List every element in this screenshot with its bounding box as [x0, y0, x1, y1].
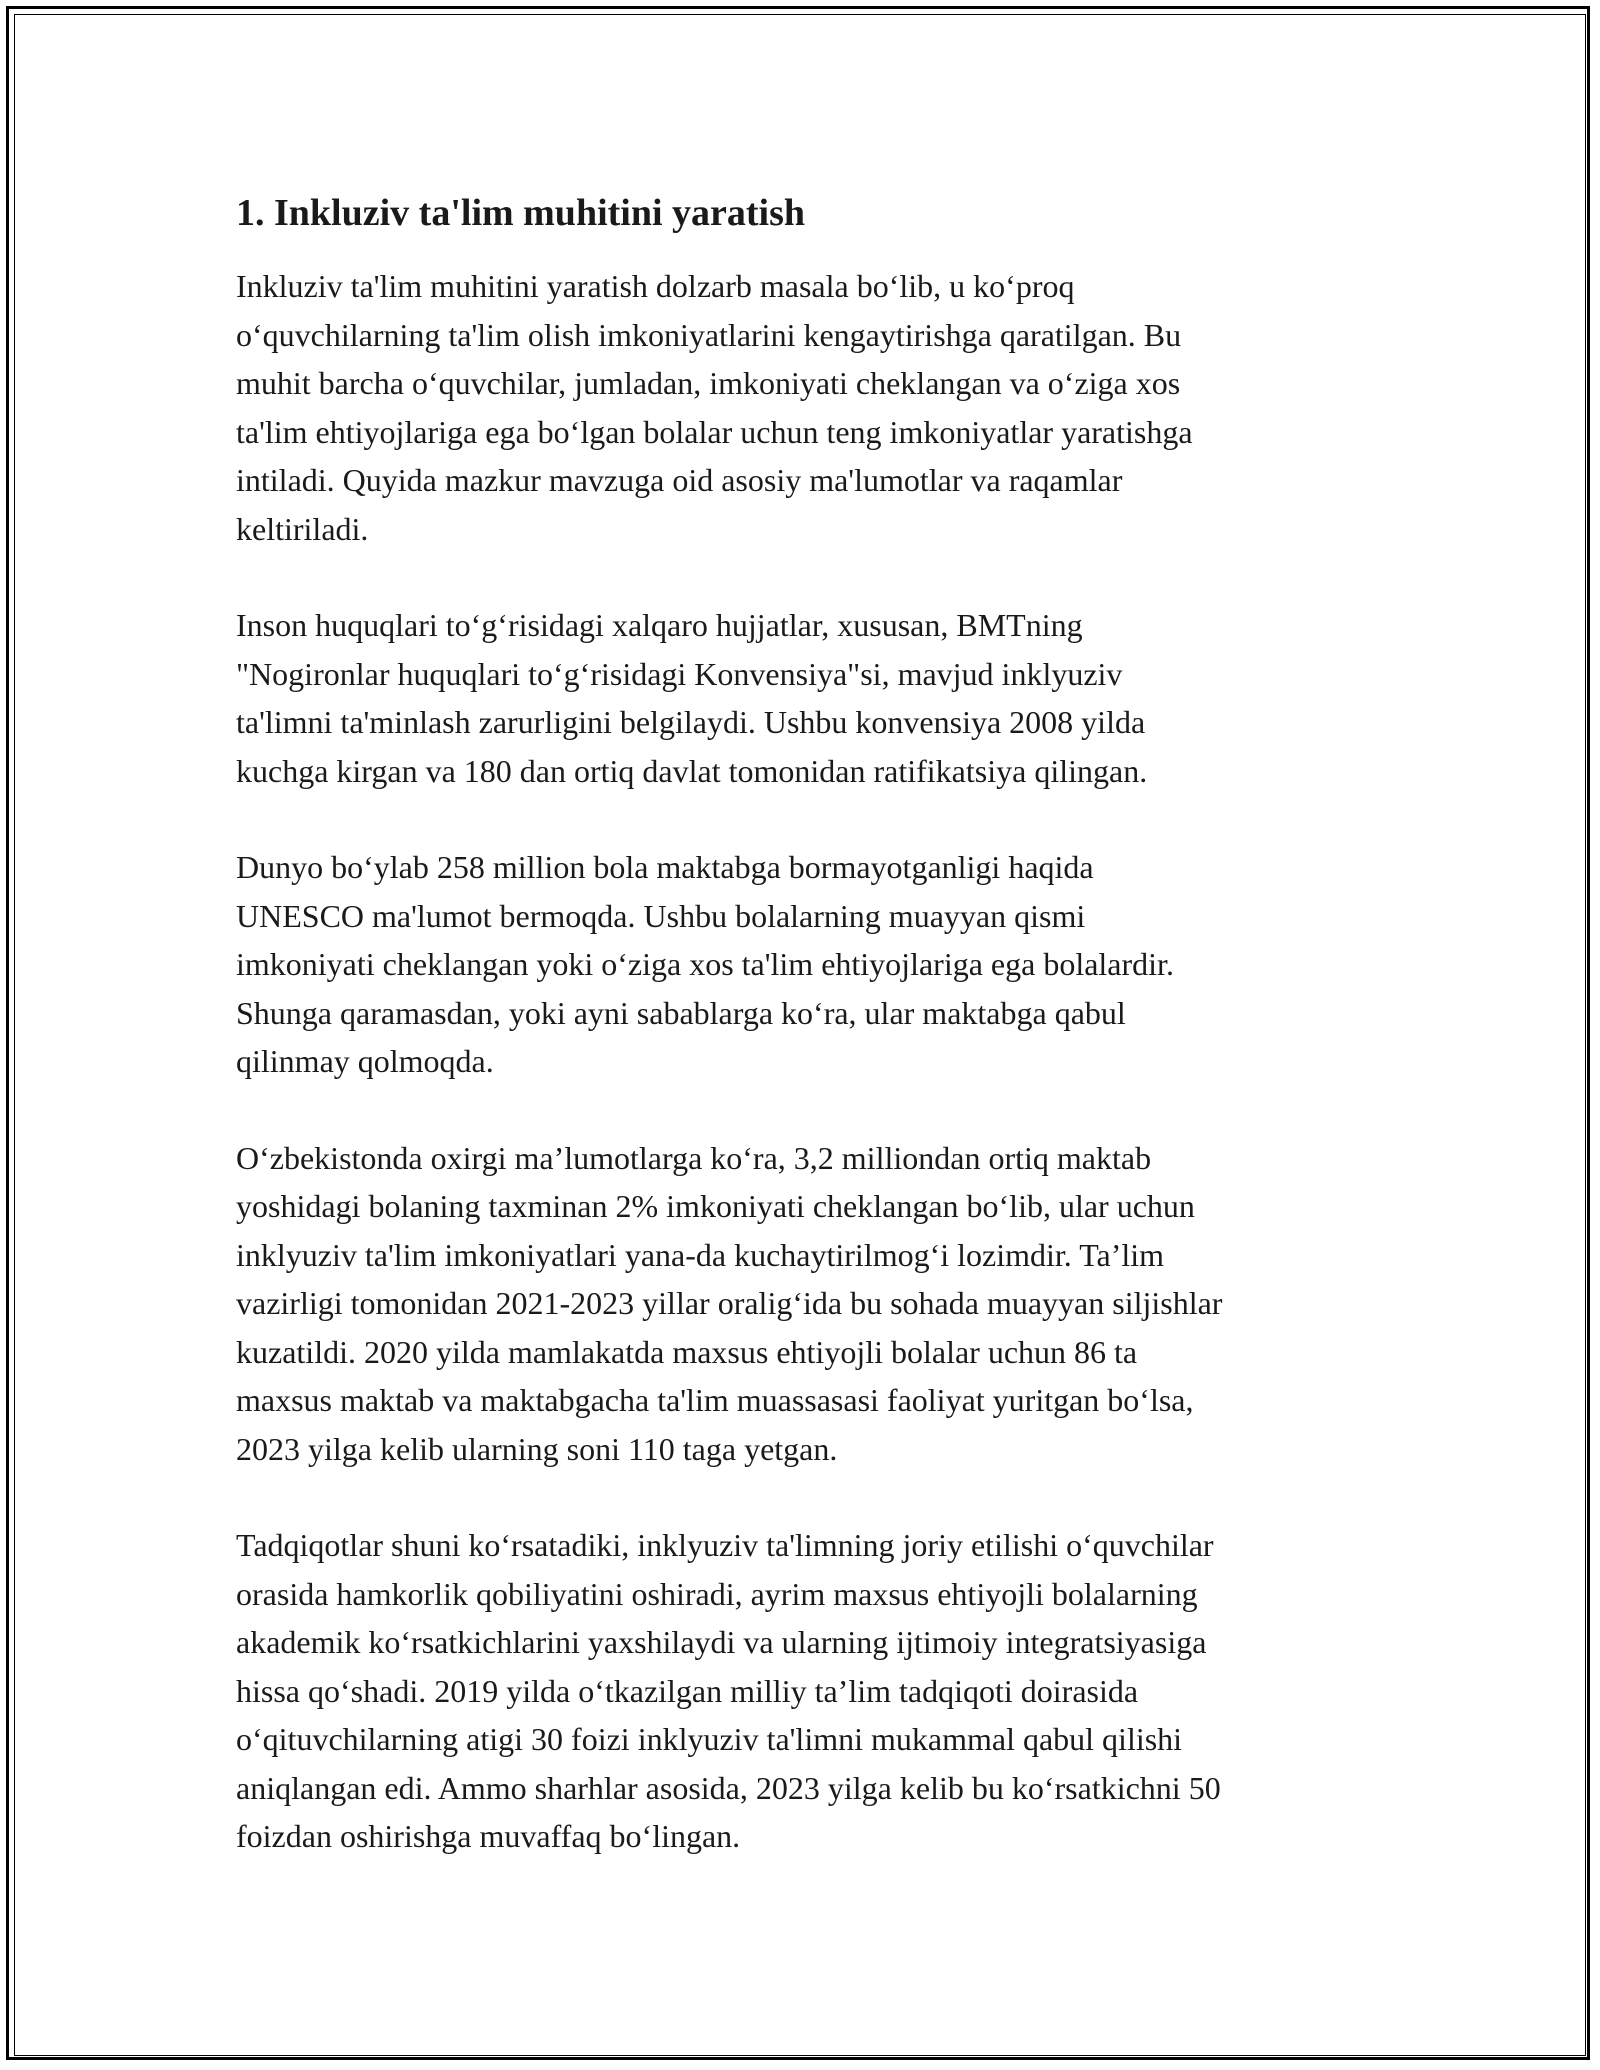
text-line: qilinmay qolmoqda.: [236, 1043, 494, 1079]
text-line: orasida hamkorlik qobiliyatini oshiradi, ayrim maxsus ehtiyojli bolalarning: [236, 1575, 1198, 1612]
section-heading: 1. Inkluziv ta'lim muhitini yaratish: [236, 192, 806, 234]
text-line: ta'limni ta'minlash zarurligini belgilaydi. Ushbu konvensiya 2008 yilda: [236, 704, 1146, 740]
text-line: foizdan oshirishga muvaffaq bo‘lingan.: [236, 1818, 741, 1854]
paragraph-intro: [236, 262, 1376, 553]
text-line: O‘zbekistonda oxirgi ma’lumotlarga ko‘ra, 3,2 milliondan ortiq maktab: [236, 1139, 1152, 1176]
text-line: Dunyo bo‘ylab 258 million bola maktabga bormayotganligi haqida: [236, 849, 1094, 885]
text-line: "Nogironlar huquqlari to‘g‘risidagi Konvensiya"si, mavjud inklyuziv: [236, 655, 1123, 692]
text-line: Inkluziv ta'lim muhitini yaratish dolzarb masala bo‘lib, u ko‘proq: [236, 268, 1075, 304]
text-line: Tadqiqotlar shuni ko‘rsatadiki, inklyuziv ta'limning joriy etilishi o‘quvchilar: [236, 1527, 1214, 1563]
text-line: muhit barcha o‘quvchilar, jumladan, imkoniyati cheklangan va o‘ziga xos: [236, 365, 1181, 401]
text-line: akademik ko‘rsatkichlarini yaxshilaydi va ularning ijtimoiy integratsiyasiga: [236, 1624, 1207, 1660]
text-line: 2023 yilga kelib ularning soni 110 taga yetgan.: [236, 1430, 838, 1467]
text-line: kuzatildi. 2020 yilda mamlakatda maxsus ehtiyojli bolalar uchun 86 ta: [236, 1333, 1138, 1370]
paragraph-human-rights: [236, 601, 1376, 795]
paragraph-research: [236, 1521, 1376, 1861]
text-line: maxsus maktab va maktabgacha ta'lim muassasasi faoliyat yuritgan bo‘lsa,: [236, 1382, 1194, 1418]
paragraph-unesco: [236, 843, 1376, 1086]
text-line: UNESCO ma'lumot bermoqda. Ushbu bolalarning muayyan qismi: [236, 897, 1086, 934]
text-line: o‘quvchilarning ta'lim olish imkoniyatlarini kengaytirishga qaratilgan. Bu: [236, 316, 1182, 353]
text-line: kuchga kirgan va 180 dan ortiq davlat tomonidan ratifikatsiya qilingan.: [236, 752, 1148, 789]
text-line: intiladi. Quyida mazkur mavzuga oid asosiy ma'lumotlar va raqamlar: [236, 462, 1123, 498]
text-line: o‘qituvchilarning atigi 30 foizi inklyuziv ta'limni mukammal qabul qilishi: [236, 1721, 1183, 1757]
text-line: keltiriladi.: [236, 510, 369, 547]
document-body: [236, 186, 1376, 1909]
text-line: Inson huquqlari to‘g‘risidagi xalqaro hujjatlar, xususan, BMTning: [236, 607, 1083, 643]
text-line: aniqlangan edi. Ammo sharhlar asosida, 2023 yilga kelib bu ko‘rsatkichni 50: [236, 1769, 1221, 1806]
text-line: imkoniyati cheklangan yoki o‘ziga xos ta'lim ehtiyojlariga ega bolalardir.: [236, 946, 1174, 982]
paragraph-uzbekistan: [236, 1134, 1376, 1474]
text-line: vazirligi tomonidan 2021-2023 yillar oralig‘ida bu sohada muayyan siljishlar: [236, 1285, 1223, 1321]
text-line: ta'lim ehtiyojlariga ega bo‘lgan bolalar uchun teng imkoniyatlar yaratishga: [236, 413, 1193, 450]
text-line: hissa qo‘shadi. 2019 yilda o‘tkazilgan milliy ta’lim tadqiqoti doirasida: [236, 1672, 1139, 1709]
text-line: yoshidagi bolaning taxminan 2% imkoniyati cheklangan bo‘lib, ular uchun: [236, 1188, 1195, 1224]
text-line: Shunga qaramasdan, yoki ayni sabablarga ko‘ra, ular maktabga qabul: [236, 994, 1126, 1031]
text-line: inklyuziv ta'lim imkoniyatlari yana-da kuchaytirilmog‘i lozimdir. Ta’lim: [236, 1236, 1165, 1273]
